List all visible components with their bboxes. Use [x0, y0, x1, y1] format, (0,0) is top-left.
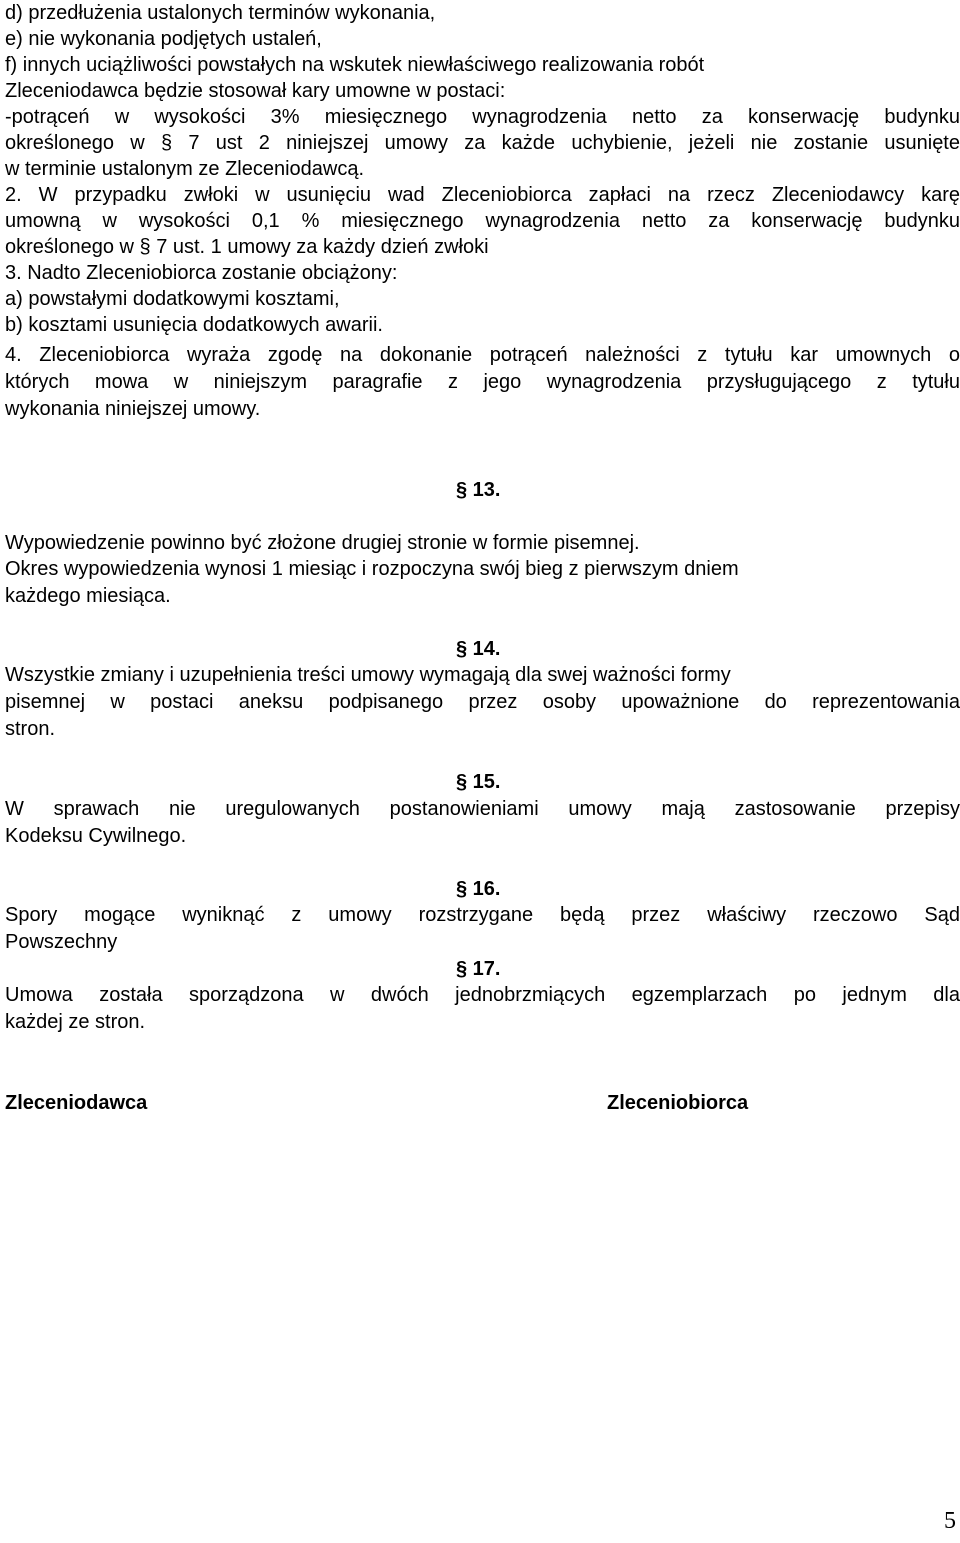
section-14-heading: § 14.	[456, 638, 501, 660]
list-item-e: e) nie wykonania podjętych ustaleń,	[5, 28, 322, 50]
point-3-line-3: b) kosztami usunięcia dodatkowych awarii.	[5, 314, 383, 336]
section-16-line-1: Spory mogące wyniknąć z umowy rozstrzygane będą przez właściwy rzeczowo Sąd	[5, 904, 960, 926]
section-15-line-2: Kodeksu Cywilnego.	[5, 825, 187, 847]
section-15-line-1: W sprawach nie uregulowanych postanowieniami umowy mają zastosowanie przepisy	[5, 798, 960, 820]
point-4-line-2: których mowa w niniejszym paragrafie z jego wynagrodzenia przysługującego z tytułu	[5, 371, 960, 393]
section-13-line-3: każdego miesiąca.	[5, 585, 171, 607]
section-14-line-2: pisemnej w postaci aneksu podpisanego przez osoby upoważnione do reprezentowania	[5, 691, 960, 713]
section-14-line-1: Wszystkie zmiany i uzupełnienia treści umowy wymagają dla swej ważności formy	[5, 664, 731, 686]
penalty-line-3: w terminie ustalonym ze Zleceniodawcą.	[5, 158, 365, 180]
list-item-f: f) innych uciążliwości powstałych na wskutek niewłaściwego realizowania robót	[5, 54, 705, 76]
section-17-heading: § 17.	[456, 958, 501, 980]
penalty-line-2: określonego w § 7 ust 2 niniejszej umowy za każde uchybienie, jeżeli nie zostanie usunięte	[5, 132, 960, 154]
penalty-line-1: -potrąceń w wysokości 3% miesięcznego wynagrodzenia netto za konserwację budynku	[5, 106, 960, 128]
section-16-line-2: Powszechny	[5, 931, 118, 953]
section-13-heading: § 13.	[456, 479, 501, 501]
point-2-line-2: umowną w wysokości 0,1 % miesięcznego wynagrodzenia netto za konserwację budynku	[5, 210, 960, 232]
point-4-line-1: 4. Zleceniobiorca wyraża zgodę na dokonanie potrąceń należności z tytułu kar umownych o	[5, 344, 960, 366]
section-17-line-1: Umowa została sporządzona w dwóch jednobrzmiących egzemplarzach po jednym dla	[5, 984, 960, 1006]
point-3-line-1: 3. Nadto Zleceniobiorca zostanie obciążony:	[5, 262, 398, 284]
section-13-line-2: Okres wypowiedzenia wynosi 1 miesiąc i rozpoczyna swój bieg z pierwszym dniem	[5, 558, 739, 580]
signature-contractor: Zleceniobiorca	[607, 1092, 749, 1114]
section-17-line-2: każdej ze stron.	[5, 1011, 146, 1033]
section-15-heading: § 15.	[456, 771, 501, 793]
page-number: 5	[944, 1508, 956, 1534]
point-2-line-1: 2. W przypadku zwłoki w usunięciu wad Zleceniobiorca zapłaci na rzecz Zleceniodawcy karę	[5, 184, 960, 206]
point-3-line-2: a) powstałymi dodatkowymi kosztami,	[5, 288, 340, 310]
section-13-line-1: Wypowiedzenie powinno być złożone drugiej stronie w formie pisemnej.	[5, 532, 640, 554]
point-4-line-3: wykonania niniejszej umowy.	[5, 398, 261, 420]
signature-client: Zleceniodawca	[5, 1092, 148, 1114]
list-item-d: d) przedłużenia ustalonych terminów wykonania,	[5, 2, 436, 24]
section-14-line-3: stron.	[5, 718, 56, 740]
section-16-heading: § 16.	[456, 878, 501, 900]
penalty-intro: Zleceniodawca będzie stosował kary umowne w postaci:	[5, 80, 506, 102]
point-2-line-3: określonego w § 7 ust. 1 umowy za każdy dzień zwłoki	[5, 236, 489, 258]
